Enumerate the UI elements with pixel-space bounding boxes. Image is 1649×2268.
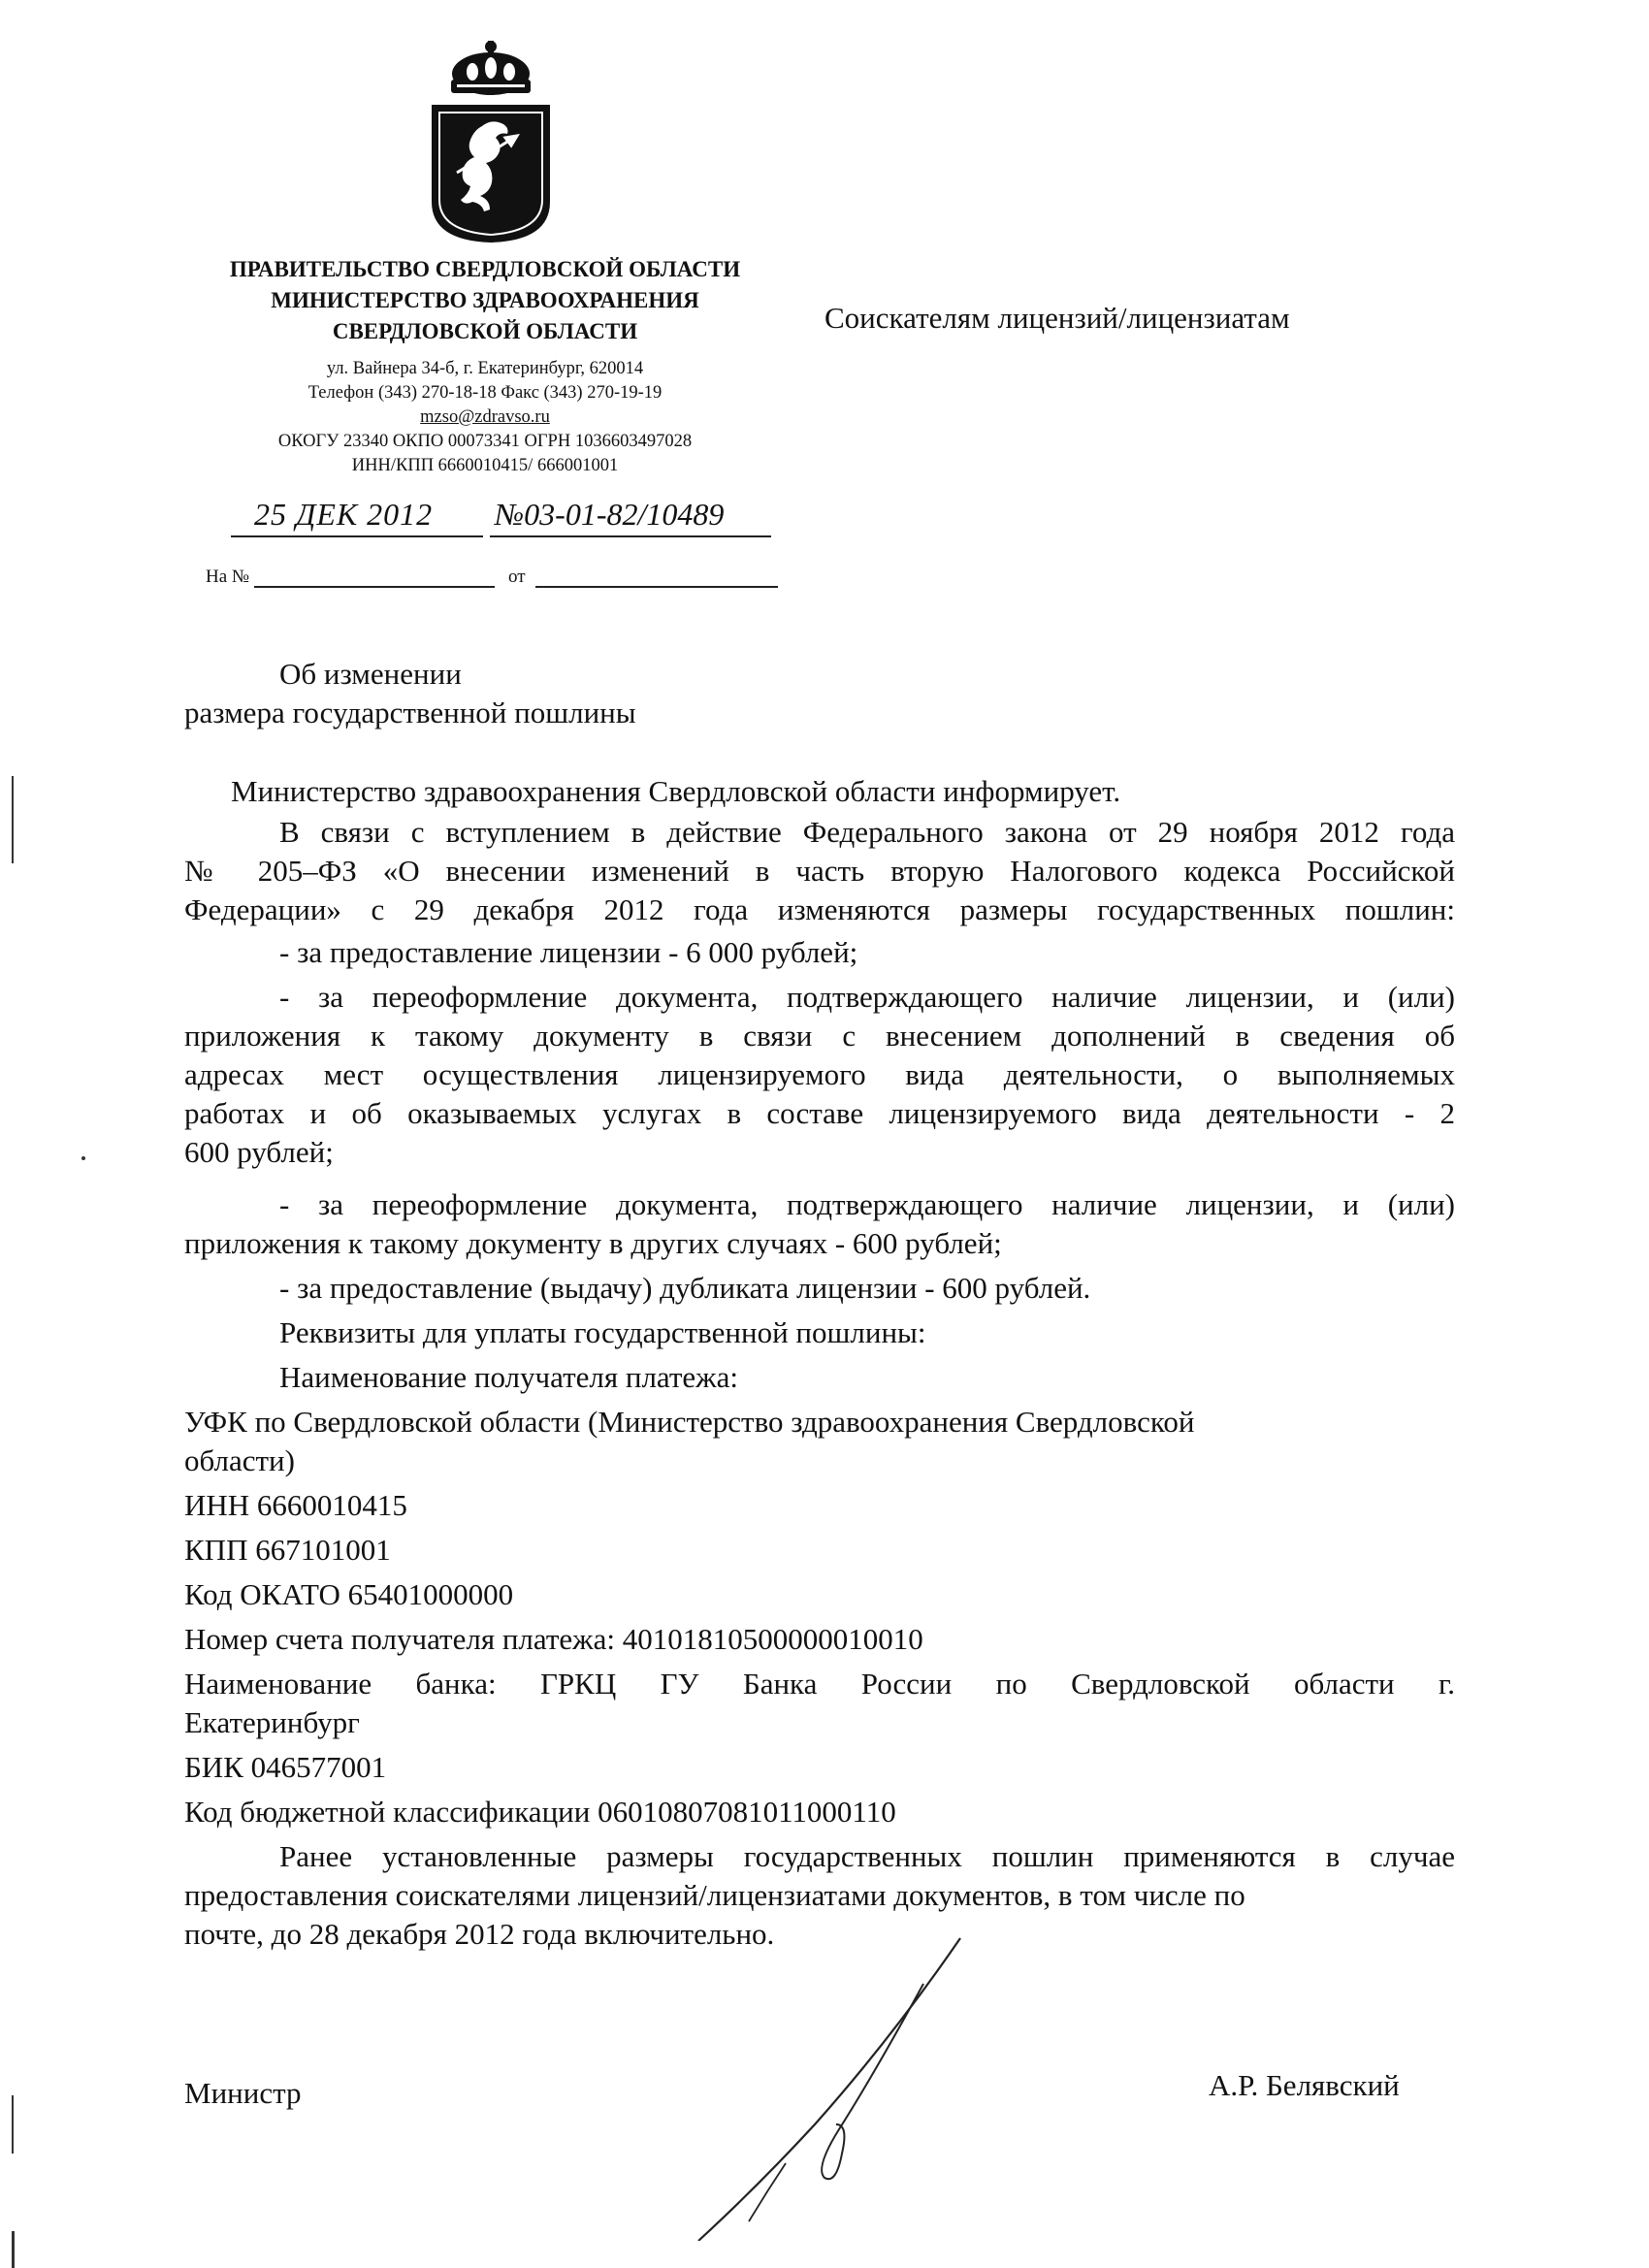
requisites-title: Реквизиты для уплаты государственной пошлины:	[279, 1315, 926, 1349]
fee-item-reissue-line: - за переоформление документа, подтверждающего наличие лицензии, и (или)	[279, 980, 1455, 1014]
org-name-line-2: МИНИСТЕРСТВО ЗДРАВООХРАНЕНИЯ	[271, 288, 699, 312]
org-phones: Телефон (343) 270-18-18 Факс (343) 270-19-19	[307, 383, 663, 403]
body-paragraph-line: № 205–ФЗ «О внесении изменений в часть вторую Налогового кодекса Российской	[184, 854, 1455, 888]
outgoing-number: №03-01-82/10489	[495, 497, 725, 532]
coat-of-arms-emblem	[424, 37, 558, 245]
fee-item-duplicate: - за предоставление (выдачу) дубликата лицензии - 600 рублей.	[279, 1271, 1091, 1305]
payee-name-line: УФК по Свердловской области (Министерство здравоохранения Свердловской	[184, 1405, 1195, 1439]
fee-item-license: - за предоставление лицензии - 6 000 рублей;	[279, 935, 858, 969]
closing-paragraph-line: предоставления соискателями лицензий/лицензиатами документов, в том числе по	[184, 1878, 1245, 1912]
subject-line-1: Об изменении	[279, 657, 462, 691]
fee-item-reissue-line: адресах мест осуществления лицензируемого вида деятельности, о выполняемых	[184, 1057, 1455, 1091]
bank-name-line: Екатеринбург	[184, 1705, 360, 1739]
payee-kpp: КПП 667101001	[184, 1533, 391, 1567]
outgoing-date-underline	[231, 535, 483, 537]
scan-margin-mark	[12, 2231, 15, 2268]
outgoing-number-underline	[490, 535, 771, 537]
closing-paragraph-line: Ранее установленные размеры государственных пошлин применяются в случае	[279, 1839, 1455, 1873]
org-inn-kpp: ИНН/КПП 6660010415/ 666001001	[351, 456, 619, 475]
fee-item-reissue-other-line: - за переоформление документа, подтверждающего наличие лицензии, и (или)	[279, 1187, 1455, 1221]
closing-paragraph-line: почте, до 28 декабря 2012 года включительно.	[184, 1917, 775, 1951]
scan-speck	[81, 1156, 85, 1160]
reference-date-label: от	[508, 567, 526, 587]
outgoing-date-stamp: 25 ДЕК 2012	[254, 497, 434, 532]
subject-line-2: размера государственной пошлины	[184, 696, 636, 729]
fee-item-reissue-line: 600 рублей;	[184, 1135, 334, 1169]
fee-item-reissue-line: работах и об оказываемых услугах в составе лицензируемого вида деятельности - 2	[184, 1096, 1455, 1130]
scan-margin-mark	[12, 2095, 14, 2154]
bank-bik: БИК 046577001	[184, 1750, 387, 1784]
bank-name-line: Наименование банка: ГРКЦ ГУ Банка России по Свердловской области г.	[184, 1667, 1455, 1701]
payee-inn: ИНН 6660010415	[184, 1488, 407, 1522]
addressee: Соискателям лицензий/лицензиатам	[824, 301, 1290, 335]
scan-margin-mark	[12, 776, 14, 863]
org-email-link[interactable]: mzso@zdravso.ru	[420, 407, 550, 427]
reference-number-label: На №	[206, 567, 250, 587]
handwritten-signature	[669, 1930, 980, 2241]
budget-classification-code: Код бюджетной классификации 06010807081011000110	[184, 1795, 896, 1829]
org-name-line-1: ПРАВИТЕЛЬСТВО СВЕРДЛОВСКОЙ ОБЛАСТИ	[229, 257, 741, 281]
payee-name-line: области)	[184, 1443, 295, 1477]
fee-item-reissue-line: приложения к такому документу в связи с внесением дополнений в сведения об	[184, 1019, 1455, 1053]
body-intro: Министерство здравоохранения Свердловской области информирует.	[231, 774, 1121, 808]
body-paragraph-line: В связи с вступлением в действие Федерального закона от 29 ноября 2012 года	[279, 815, 1455, 849]
fee-item-reissue-other-line: приложения к такому документу в других случаях - 600 рублей;	[184, 1226, 1002, 1260]
payee-title: Наименование получателя платежа:	[279, 1360, 738, 1394]
reference-date-field	[535, 586, 778, 588]
org-registry-codes: ОКОГУ 23340 ОКПО 00073341 ОГРН 1036603497028	[277, 432, 693, 451]
signatory-position: Министр	[184, 2076, 302, 2110]
org-name-line-3: СВЕРДЛОВСКОЙ ОБЛАСТИ	[332, 319, 638, 343]
payee-account: Номер счета получателя платежа: 40101810500000010010	[184, 1622, 923, 1656]
reference-number-field	[254, 586, 495, 588]
payee-okato: Код ОКАТО 65401000000	[184, 1577, 514, 1611]
body-paragraph-line: Федерации» с 29 декабря 2012 года изменяются размеры государственных пошлин:	[184, 892, 1455, 926]
signatory-name: А.Р. Белявский	[1209, 2068, 1400, 2102]
org-address: ул. Вайнера 34-б, г. Екатеринбург, 620014	[326, 359, 644, 378]
